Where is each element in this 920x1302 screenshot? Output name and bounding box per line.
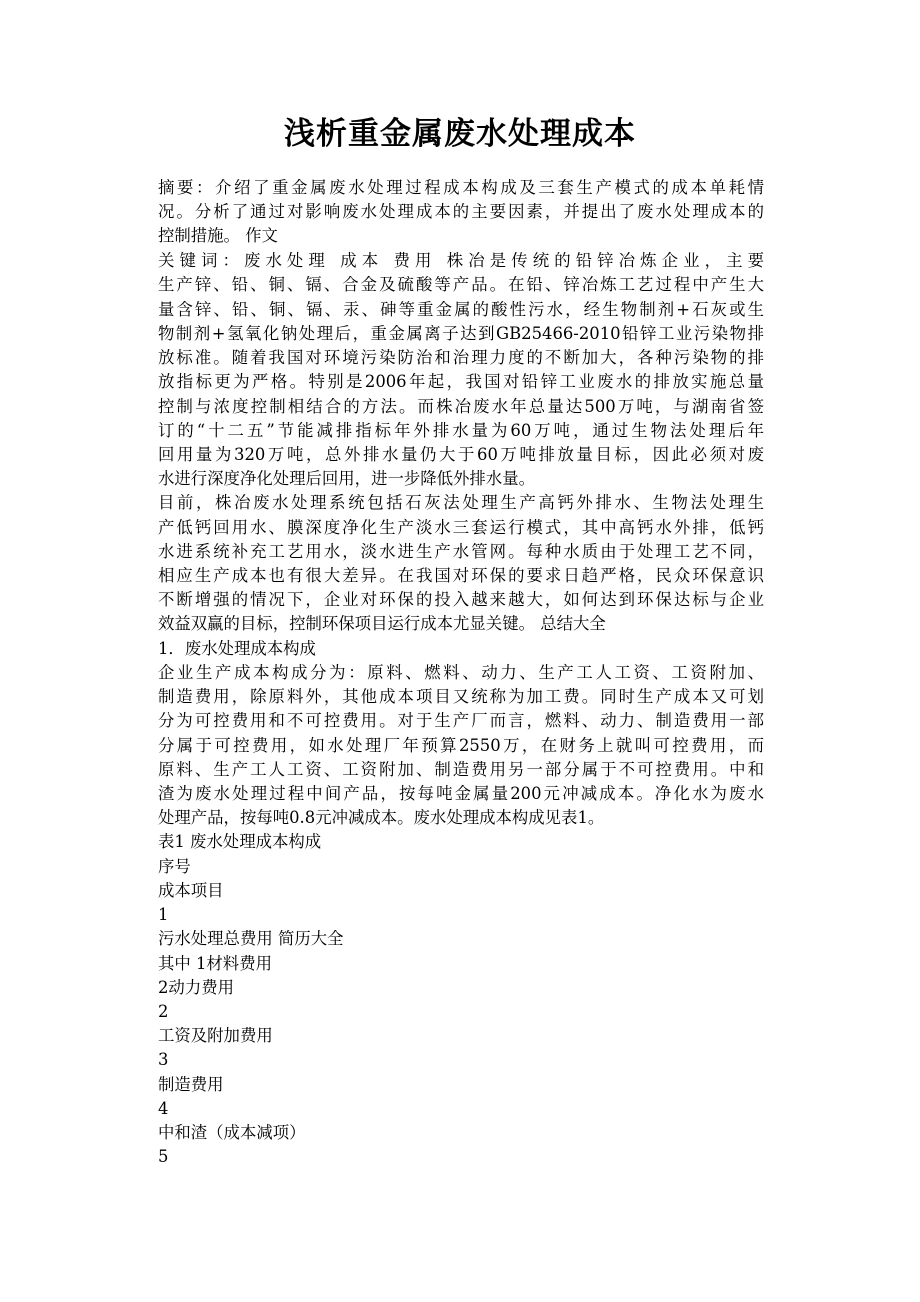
- body-line: 控制与浓度控制相结合的方法。而株冶废水年总量达500万吨，与湖南省签: [158, 397, 764, 416]
- body-line: 处理产品，按每吨0.8元冲减成本。废水处理成本构成见表1。: [158, 808, 605, 827]
- table-cell: 序号: [158, 857, 191, 876]
- body-line: 放标准。随着我国对环境污染防治和治理力度的不断加大，各种污染物的排: [158, 348, 764, 367]
- body-line: 水进行深度净化处理后回用，进一步降低外排水量。: [158, 469, 535, 488]
- body-line: 分属于可控费用，如水处理厂年预算2550万，在财务上就叫可控费用，而: [158, 736, 764, 755]
- table-cell: 3: [158, 1050, 169, 1069]
- body-line: 目前，株冶废水处理系统包括石灰法处理生产高钙外排水、生物法处理生: [158, 493, 764, 512]
- abstract-line-1: 摘要：介绍了重金属废水处理过程成本构成及三套生产模式的成本单耗情: [158, 178, 764, 197]
- table-cell: 工资及附加费用: [158, 1026, 273, 1045]
- table-cell: 中和渣（成本减项）: [158, 1123, 306, 1142]
- document-title: 浅析重金属废水处理成本: [284, 116, 636, 152]
- body-line: 生产锌、铅、铜、镉、合金及硫酸等产品。在铅、锌冶炼工艺过程中产生大: [158, 275, 764, 294]
- table-cell: 4: [158, 1099, 169, 1118]
- table-caption: 表1 废水处理成本构成: [158, 832, 322, 851]
- table-cell: 2: [158, 1002, 169, 1021]
- body-line: 分为可控费用和不可控费用。对于生产厂而言，燃料、动力、制造费用一部: [158, 711, 764, 730]
- body-line: 物制剂+氢氧化钠处理后，重金属离子达到GB25466-2010铅锌工业污染物排: [158, 324, 764, 343]
- body-line: 相应生产成本也有很大差异。在我国对环保的要求日趋严格，民众环保意识: [158, 566, 764, 585]
- table-cell: 其中 1材料费用: [158, 954, 272, 973]
- body-line: 企业生产成本构成分为：原料、燃料、动力、生产工人工资、工资附加、: [158, 663, 764, 682]
- abstract-line-3: 控制措施。 作文: [158, 226, 278, 245]
- body-line: 水进系统补充工艺用水，淡水进生产水管网。每种水质由于处理工艺不同，: [158, 542, 764, 561]
- body-line: 渣为废水处理过程中间产品，按每吨金属量200元冲减成本。净化水为废水: [158, 784, 764, 803]
- body-line: 不断增强的情况下，企业对环保的投入越来越大，如何达到环保达标与企业: [158, 590, 764, 609]
- abstract-line-2: 况。分析了通过对影响废水处理成本的主要因素，并提出了废水处理成本的: [158, 202, 764, 221]
- table-cell: 污水处理总费用 简历大全: [158, 929, 344, 948]
- body-line: 产低钙回用水、膜深度净化生产淡水三套运行模式，其中高钙水外排，低钙: [158, 518, 764, 537]
- body-line: 制造费用，除原料外，其他成本项目又统称为加工费。同时生产成本又可划: [158, 687, 764, 706]
- table-cell: 成本项目: [158, 881, 224, 900]
- table-cell: 制造费用: [158, 1075, 224, 1094]
- body-line: 回用量为320万吨，总外排水量仍大于60万吨排放量目标，因此必须对废: [158, 445, 764, 464]
- body-line: 订的“十二五”节能减排指标年外排水量为60万吨，通过生物法处理后年: [158, 421, 764, 440]
- body-line: 效益双赢的目标，控制环保项目运行成本尤显关键。 总结大全: [158, 614, 606, 633]
- body-line: 放指标更为严格。特别是2006年起，我国对铅锌工业废水的排放实施总量: [158, 372, 764, 391]
- keywords-line: 关键词：废水处理 成本 费用 株冶是传统的铅锌冶炼企业，主要: [158, 251, 764, 270]
- table-cell: 1: [158, 905, 169, 924]
- table-cell: 2动力费用: [158, 978, 234, 997]
- section-heading: 1．废水处理成本构成: [158, 639, 316, 658]
- body-line: 量含锌、铅、铜、镉、汞、砷等重金属的酸性污水，经生物制剂+石灰或生: [158, 300, 764, 319]
- table-cell: 5: [158, 1147, 169, 1166]
- body-line: 原料、生产工人工资、工资附加、制造费用另一部分属于不可控费用。中和: [158, 760, 764, 779]
